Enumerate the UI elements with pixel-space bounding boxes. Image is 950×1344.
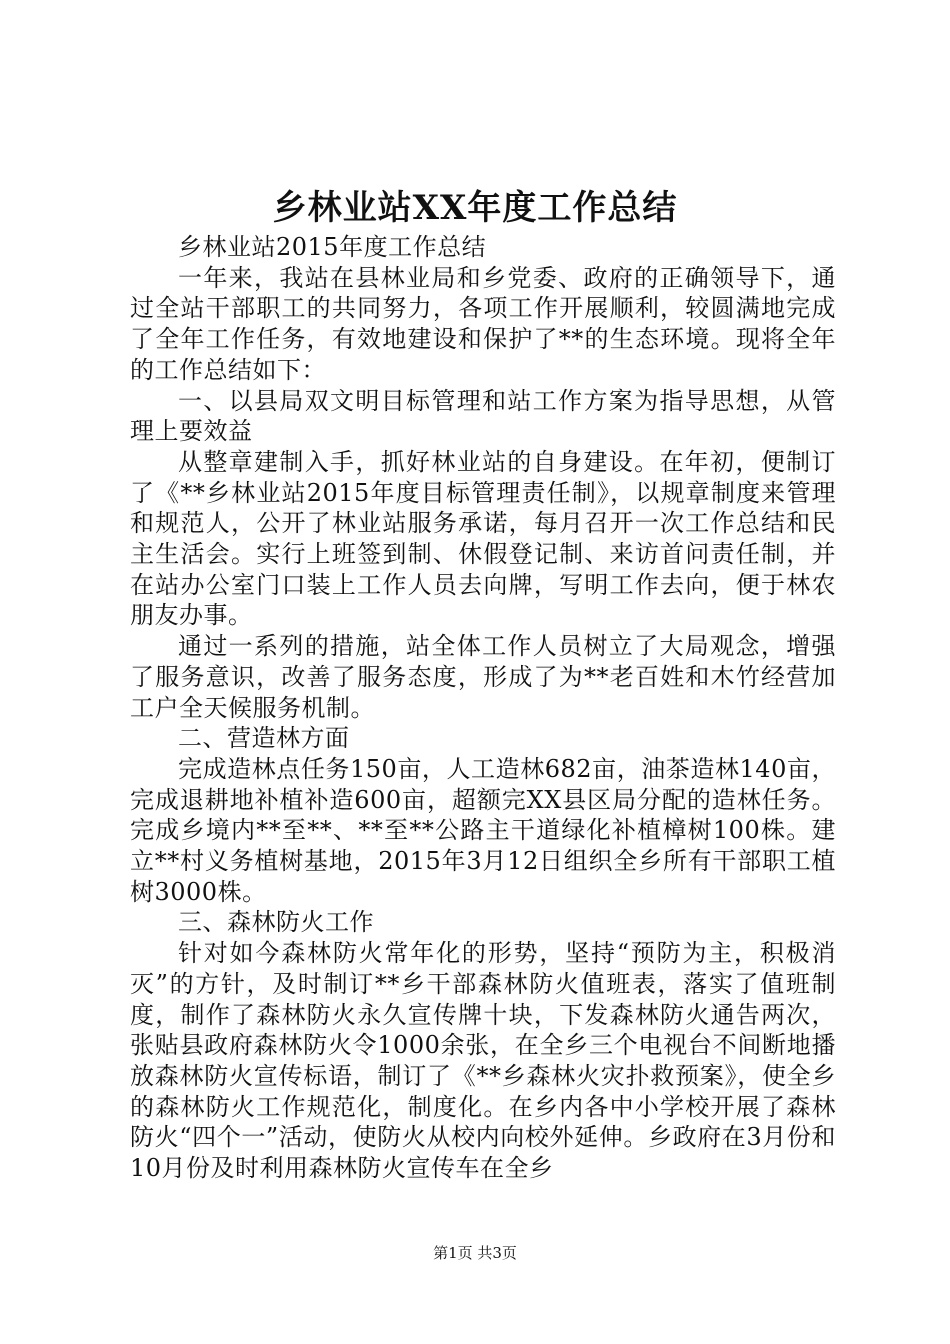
paragraph-afforestation: 完成造林点任务150亩，人工造林682亩，油茶造林140亩，完成退耕地补植补造600亩，超额完XX县区局分配的造林任务。完成乡境内**至**、**至**公路主干道绿化补植樟树100株。建立**村义务植树基地，2015年3月12日组织全乡所有干部职工植树3000株。 [130, 754, 836, 906]
section-heading-1: 一、以县局双文明目标管理和站工作方案为指导思想，从管理上要效益 [130, 386, 836, 446]
paragraph-fire-prevention: 针对如今森林防火常年化的形势，坚持“预防为主，积极消灭”的方针，及时制订**乡干部森林防火值班表，落实了值班制度，制作了森林防火永久宣传牌十块，下发森林防火通告两次，张贴县政府森林防火令1000余张，在全乡三个电视台不间断地播放森林防火宣传标语，制订了《**乡森林火灾扑救预案》，使全乡的森林防火工作规范化，制度化。在乡内各中小学校开展了森林防火“四个一”活动，使防火从校内向校外延伸。乡政府在3月份和10月份及时利用森林防火宣传车在全乡 [130, 939, 836, 1183]
document-title: 乡林业站XX年度工作总结 [272, 188, 678, 228]
paragraph-intro: 一年来，我站在县林业局和乡党委、政府的正确领导下，通过全站干部职工的共同努力，各项工作开展顺利，较圆满地完成了全年工作任务，有效地建设和保护了**的生态环境。现将全年的工作总结如下： [130, 263, 836, 384]
paragraph-subtitle: 乡林业站2015年度工作总结 [178, 233, 487, 261]
paragraph-management: 从整章建制入手，抓好林业站的自身建设。在年初，便制订了《**乡林业站2015年度目标管理责任制》，以规章制度来管理和规范人，公开了林业站服务承诺，每月召开一次工作总结和民主生活会。实行上班签到制、休假登记制、来访首问责任制，并在站办公室门口装上工作人员去向牌，写明工作去向，便于林农朋友办事。 [130, 447, 836, 630]
paragraph-measures: 通过一系列的措施，站全体工作人员树立了大局观念，增强了服务意识，改善了服务态度，形成了为**老百姓和木竹经营加工户全天候服务机制。 [130, 632, 836, 722]
section-heading-3: 三、森林防火工作 [178, 908, 374, 937]
section-heading-2: 二、营造林方面 [178, 724, 350, 753]
page-footer: 第1页 共3页 [433, 1244, 517, 1262]
document-body [130, 232, 836, 1184]
